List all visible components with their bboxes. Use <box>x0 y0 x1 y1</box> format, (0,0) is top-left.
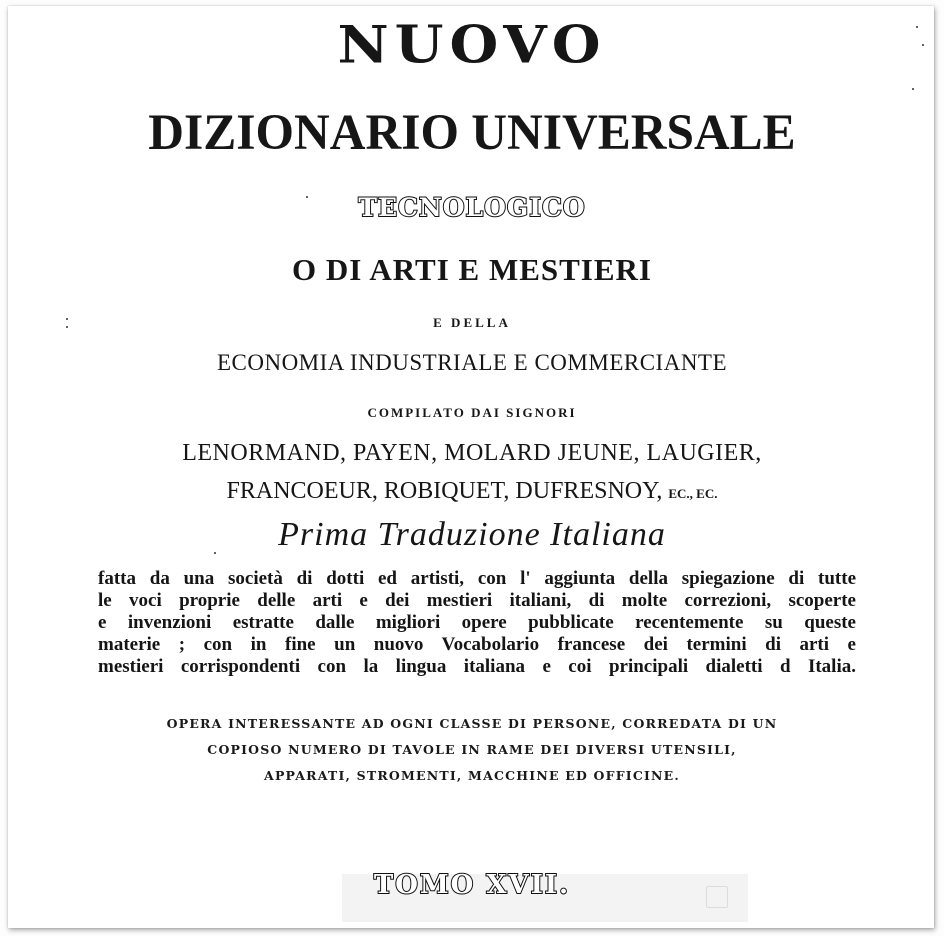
paragraph-line: mestieri corrispondenti con la lingua italiana e coi principali dialetti d Italia. <box>98 656 856 677</box>
authors-line-2-names: FRANCOEUR, ROBIQUET, DUFRESNOY, <box>226 478 663 504</box>
authors-line-2 <box>0 478 944 505</box>
title-arti-mestieri: O DI ARTI E MESTIERI <box>291 252 652 287</box>
title-e-della: E DELLA <box>433 315 511 330</box>
opera-line: APPARATI, STROMENTI, MACCHINE ED OFFICINE. <box>264 768 680 783</box>
title-tecnologico: TECNOLOGICO <box>358 193 586 222</box>
opera-line: OPERA INTERESSANTE AD OGNI CLASSE DI PERSONE, CORREDATA DI UN <box>166 716 778 731</box>
authors-etc: EC., EC. <box>668 486 718 501</box>
authors-line-1: LENORMAND, PAYEN, MOLARD JEUNE, LAUGIER, <box>182 440 762 466</box>
opera-line: COPIOSO NUMERO DI TAVOLE IN RAME DEI DIVERSI UTENSILI, <box>207 742 737 757</box>
scan-speck <box>912 88 914 90</box>
volume-number: TOMO XVII. <box>373 870 571 900</box>
paragraph-line: fatta da una società di dotti ed artisti, con l' aggiunta della spiegazione di tutte <box>98 568 856 589</box>
compiled-by-label: COMPILATO DAI SIGNORI <box>367 405 577 420</box>
paragraph-line: e invenzioni estratte dalle migliori opere pubblicate recentemente su queste <box>98 612 856 633</box>
paragraph-line: materie ; con in fine un nuovo Vocabolario francese dei termini di arti e <box>98 634 856 655</box>
title-economia: ECONOMIA INDUSTRIALE E COMMERCIANTE <box>216 350 728 375</box>
paragraph-line: le voci proprie delle arti e dei mestieri italiani, di molte correzioni, scoperte <box>98 590 856 611</box>
translation-heading: Prima Traduzione Italiana <box>278 516 666 553</box>
title-nuovo: NUOVO <box>337 14 607 76</box>
title-dizionario: DIZIONARIO UNIVERSALE <box>148 105 796 161</box>
